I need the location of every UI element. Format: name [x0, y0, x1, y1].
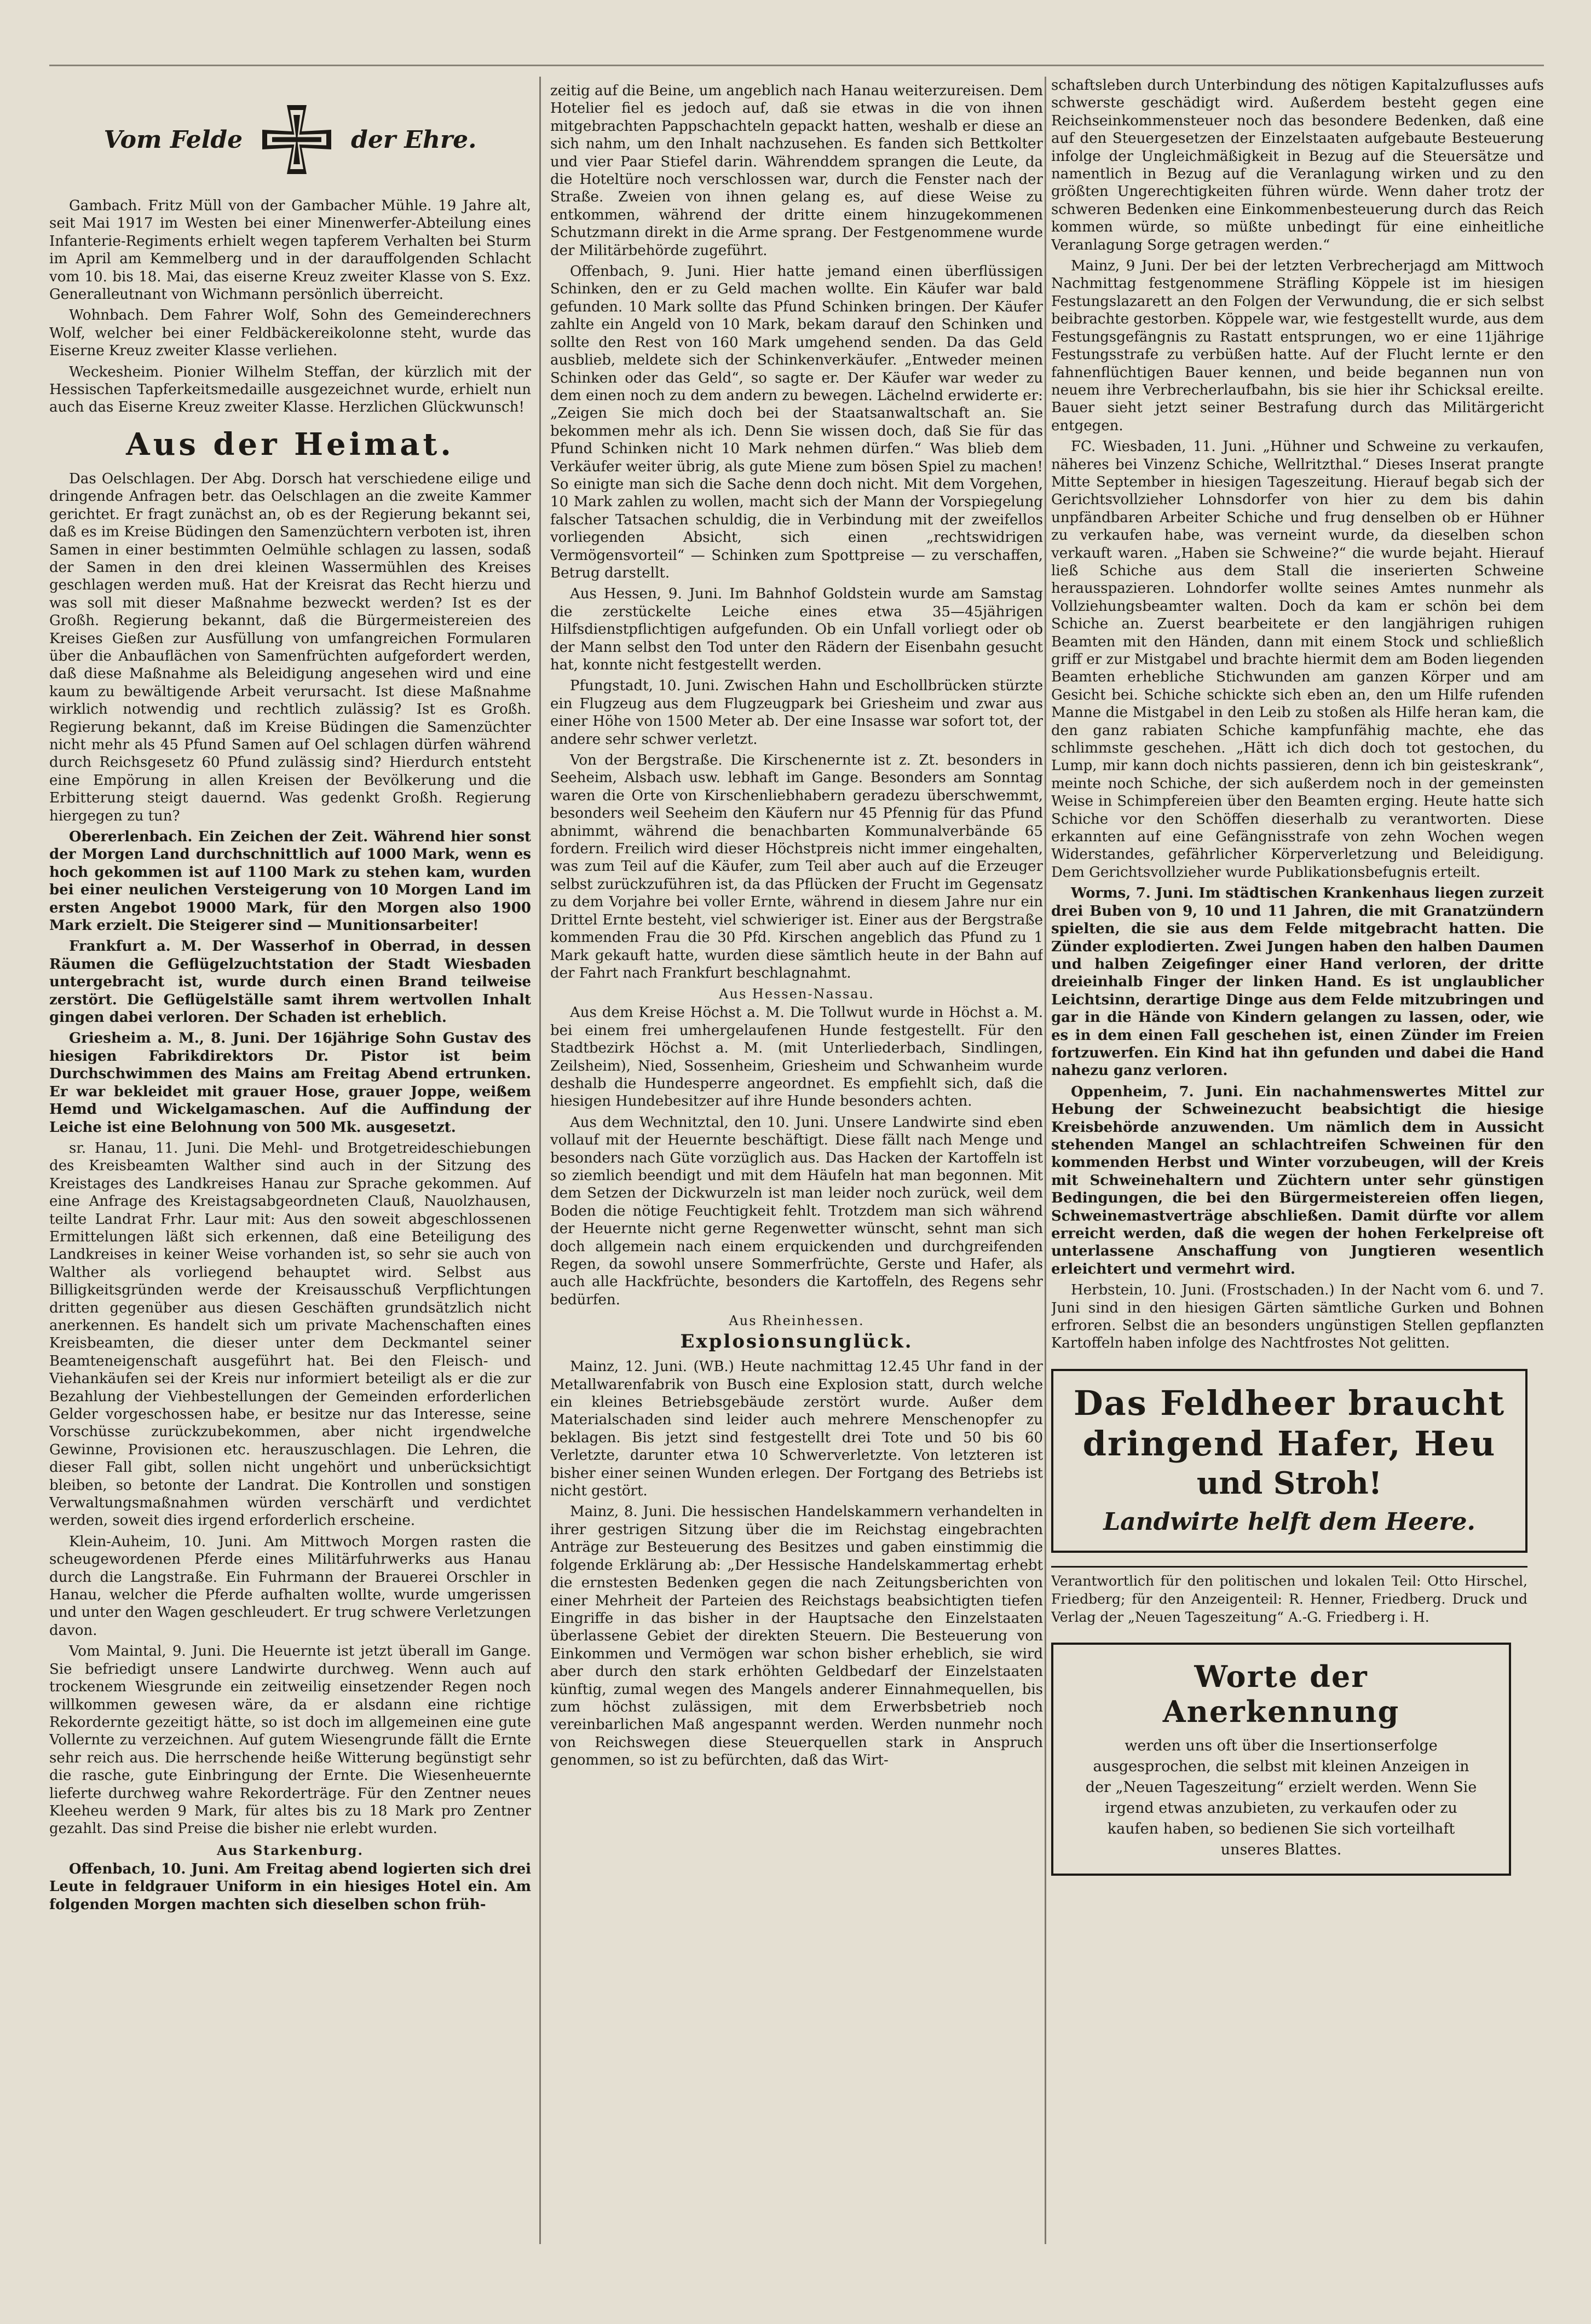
- article-gambach: Gambach. Fritz Müll von der Gambacher Mühle. 19 Jahre alt, seit Mai 1917 im Westen bei einer Minenwerfer-Abteilung eines Infanterie-Regiments erhielt wegen tapferem Verhalten bei Sturm im April am Kemmelberg und in der darauffolgenden Schlacht vom 10. bis 18. Mai, das eiserne Kreuz zweiter Klasse von S. Exz. Generalleutnant von Wichmann persönlich überreicht.: [49, 198, 531, 303]
- ad-anerkennung-text: werden uns oft über die Insertionserfolge ausgesprochen, die selbst mit kleinen Anzeigen in der „Neuen Tageszeitung“ erzielt werden. Wenn Sie irgend etwas anzubieten, zu verkaufen oder zu kaufen haben, so bedienen Sie sich vorteilhaft unseres Blattes.: [1085, 1737, 1477, 1858]
- article-weckesheim: Weckesheim. Pionier Wilhelm Steffan, der kürzlich mit der Hessischen Tapferkeitsmedaille ausgezeichnet wurde, erhielt nun auch das Eiserne Kreuz zweiter Klasse. Herzlichen Glückwunsch!: [49, 363, 531, 416]
- headline-explosion: Explosionsunglück.: [680, 1331, 913, 1353]
- article-pfungstadt: Pfungstadt, 10. Juni. Zwischen Hahn und Eschollbrücken stürzte ein Flugzeug aus dem Flugzeugpark bei Griesheim und zwar aus einer Höhe von 1500 Meter ab. Der eine Insasse war sofort tot, der andere sehr schwer verletzt.: [550, 678, 1043, 748]
- subhead-rheinhessen: Aus Rheinhessen.: [729, 1313, 864, 1329]
- article-klein-auheim: Klein-Auheim, 10. Juni. Am Mittwoch Morgen rasten die scheugewordenen Pferde eines Militärfuhrwerks aus Hanau durch die Langstraße. Ein Fuhrmann der Brauerei Orschler in Hanau, welcher die Pferde aufhalten wollte, wurde umgerissen und unter den Wagen geschleudert. Er trug schwere Verletzungen davon.: [49, 1533, 531, 1639]
- honor-section-header: [49, 99, 531, 181]
- article-mainz-handelskammer: Mainz, 8. Juni. Die hessischen Handelskammern verhandelten in ihrer gestrigen Sitzung über die im Reichstag eingebrachten Anträge zur Besteuerung des Besitzes und gaben einstimmig die folgende Erklärung ab: „Der Hessische Handelskammertag erhebt die ernstesten Bedenken gegen die nach Zeitungsberichten von einer Mehrheit der Parteien des Reichstags beabsichtigten tiefen Eingriffe in das bisher in der Hauptsache den Einzelstaaten überlassene Gebiet der direkten Steuern. Die Besteuerung von Einkommen und Vermögen war schon bisher erheblich, sie wird aber durch den stark erhöhten Geldbedarf der Einzelstaaten künftig, zumal wegen des Mangels anderer Einnahmequellen, bis zum höchst zulässigen, mit dem Erwerbsbetrieb noch vereinbarlichen Maß angespannt werden. Werden nunmehr noch von Reichswegen diese Steuerquellen stark in Anspruch genommen, so ist zu befürchten, daß das Wirt-: [550, 1504, 1043, 1769]
- article-oppenheim: Oppenheim, 7. Juni. Ein nachahmenswertes Mittel zur Hebung der Schweinezucht beabsichtigt die hiesige Kreisbehörde anzuwenden. Um nämlich dem in Aussicht stehenden Mangel an schlachtreifen Schweinen für den kommenden Herbst und Winter vorzubeugen, will der Kreis mit Schweinehaltern und Züchtern unter sehr günstigen Bedingungen, die bei den Bürgermeistereien offen liegen, Schweinemastverträge abschließen. Damit dürfte vor allem erreicht werden, daß die wegen der hohen Ferkelpreise oft unterlassene Anschaffung von Jungtieren wesentlich erleichtert und vermehrt wird.: [1051, 1083, 1544, 1277]
- article-mainz-koeppele: Mainz, 9 Juni. Der bei der letzten Verbrecherjagd am Mittwoch Nachmittag festgenommene Sträfling Köppele ist im hiesigen Festungslazarett an den Folgen der Verwundung, die er sich selbst beibrachte gestorben. Köppele war, wie festgestellt wurde, aus dem Festungsgefängnis zu Rastatt entsprungen, wo er eine 11jährige Festungsstrafe zu verbüßen hatte. Auf der Flucht lernte er den fahnenflüchtigen Bauer kennen, und beide begannen nun von neuem ihre Verbrecherlaufbahn, bis sie hier ihr Schicksal ereilte. Bauer sieht jetzt seiner Bestrafung durch das Militärgericht entgegen.: [1051, 258, 1544, 434]
- article-wiesbaden: FC. Wiesbaden, 11. Juni. „Hühner und Schweine zu verkaufen, näheres bei Vinzenz Schiche, Wellritzthal.“ Dieses Inserat prangte Mitte September in hiesigen Tageszeitung. Hierauf begab sich der Gerichtsvollzieher Lohnsdorfer von hier zu dem bis dahin unpfändbaren Arbeiter Schiche und frug denselben ob er Hühner zu verkaufen habe, was verneint wurde, da dieselben schon verkauft waren. „Haben sie Schweine?“ die wurde bejaht. Hierauf ließ Schiche aus dem Stall die inserierten Schweine herausspazieren. Lohndorfer wollte seines Amtes nunmehr als Vollziehungsbeamter walten. Doch da kam er schön bei dem Schiche an. Zuerst bearbeitete er den langjährigen ruhigen Beamten mit den Händen, dann mit einem Stock und schließlich griff er zur Mistgabel und brachte hiermit dem am Boden liegenden Beamten erhebliche Stichwunden am ganzen Körper und am Gesicht bei. Schiche schickte sich eben an, den um Hilfe rufenden Manne die Mistgabel in den Leib zu stoßen als Hilfe heran kam, die den ganz rabiaten Schiche kampfunfähig machte, ehe das schlimmste geschehen. „Hätt ich dich doch tot gestochen, du Lump, mir kann doch nichts passieren, denn ich bin geisteskrank“, meinte noch Schiche, der sich außerdem noch in der gemeinsten Weise in Schimpfereien über den Beamten erging. Heute hatte sich Schiche vor den Schöffen dieserhalb zu verantworten. Diese erkannten auf eine Gefängnisstrafe von zehn Wochen wegen Widerstandes, gefährlicher Körperverletzung und Beleidigung. Dem Gerichtsvollzieher wurde Publikationsbefugnis erteilt.: [1051, 438, 1544, 881]
- imprint: [1051, 1566, 1527, 1626]
- article-frankfurt: Frankfurt a. M. Der Wasserhof in Oberrad, in dessen Räumen die Geflügelzuchtstation der Stadt Wiesbaden untergebracht ist, wurde durch einen Brand teilweise zerstört. Die Geflügelställe samt ihrem wertvollen Inhalt gingen dabei verloren. Der Schaden ist erheblich.: [49, 938, 531, 1026]
- ad-feldheer-line1: Das Feldheer braucht: [1073, 1383, 1506, 1423]
- ad-anerkennung: [1051, 1643, 1511, 1876]
- subhead-hessen-nassau: Aus Hessen-Nassau.: [719, 986, 874, 1002]
- section-title-heimat: Aus der Heimat.: [126, 426, 454, 463]
- article-wohnbach: Wohnbach. Dem Fahrer Wolf, Sohn des Gemeinderechners Wolf, welcher bei einer Feldbäckereikolonne steht, wurde das Eiserne Kreuz zweiter Klasse verliehen.: [49, 307, 531, 360]
- ad-feldheer-line3: und Stroh!: [1196, 1465, 1382, 1501]
- ad-feldheer-line2: dringend Hafer, Heu: [1082, 1423, 1496, 1464]
- article-bergstrasse: Von der Bergstraße. Die Kirschenernte ist z. Zt. besonders in Seeheim, Alsbach usw. lebhaft im Gange. Besonders am Sonntag waren die Orte von Kirschenliebhabern geradezu überschwemmt, besonders weil Seeheim den Käufern nur 45 Pfennig für das Pfund abnimmt, während die benachbarten Kommunalverbände 65 fordern. Freilich wird dieser Höchstpreis nicht immer eingehalten, was zum Teil auf die Käufer, zum Teil aber auch auf die Erzeuger selbst zurückzuführen ist, da das Pflücken der Frucht im Gegensatz zu dem Vorjahre bei voller Ernte, während in diesem Jahre nur ein Drittel Ernte besteht, viel schwieriger ist. Einer aus der Bergstraße kommenden Frau die 30 Pfd. Kirschen angeblich das Pfund zu 1 Mark gekauft hatte, wurden diese sämtlich heute in der Bahn auf der Fahrt nach Frankfurt beschlagnahmt.: [550, 752, 1043, 981]
- article-maintal: Vom Maintal, 9. Juni. Die Heuernte ist jetzt überall im Gange. Sie befriedigt unsere Landwirte durchweg. Wenn auch auf trockenem Wiesgrunde ein zeitweilig einsetzender Regen noch willkommen gewesen wäre, da er alsdann eine richtige Rekordernte gezeitigt hätte, so ist doch im allgemeinen eine gute Vollernte zu verzeichnen. Auf gutem Wiesengrunde fällt die Ernte sehr reich aus. Die herrschende heiße Witterung begünstigt sehr die rasche, gute Einbringung der Ernte. Die Wiesenheuernte lieferte durchweg wahre Rekorderträge. Für den Zentner neues Kleeheu werden 9 Mark, für altes bis zu 18 Mark pro Zentner gezahlt. Das sind Preise die bisher nie erlebt wurden.: [49, 1643, 531, 1837]
- article-obererlenbach: Obererlenbach. Ein Zeichen der Zeit. Während hier sonst der Morgen Land durchschnittlich auf 1000 Mark, wenn es hoch gekommen ist auf 1100 Mark zu stehen kam, wurden bei einer neulichen Versteigerung von 10 Morgen Land im ersten Angebot 19000 Mark, für den Morgen also 1900 Mark erzielt. Die Steigerer sind — Munitionsarbeiter!: [49, 829, 531, 934]
- article-worms: Worms, 7. Juni. Im städtischen Krankenhaus liegen zurzeit drei Buben von 9, 10 und 11 Jahren, die mit Granatzündern spielten, die sie aus dem Felde mitgebracht hatten. Die Zünder explodierten. Zwei Jungen haben den halben Daumen und halben Zeigefinger einer Hand verloren, der dritte dreieinhalb Finger der linken Hand. Es ist unglaublicher Leichtsinn, derartige Dinge aus dem Felde mitzubringen und gar in die Hände von Kindern gelangen zu lassen, oder, wie es in dem einen Fall geschehen ist, einen Zünder im Freien fortzuwerfen. Ein Kind hat ihn gefunden und dabei die Hand nahezu ganz verloren.: [1051, 885, 1544, 1079]
- honor-header-left: Vom Felde: [103, 125, 243, 154]
- subhead-starkenburg: Aus Starkenburg.: [217, 1842, 364, 1858]
- column-rule: [539, 77, 541, 2244]
- article-handelskammer-cont: schaftsleben durch Unterbindung des nötigen Kapitalzuflusses aufs schwerste geschädigt wird. Außerdem besteht gegen eine Reichseinkommensteuer noch das besondere Bedenken, daß eine auf den Steuergesetzen der Einzelstaaten aufgebaute Besteuerung infolge der Ungleichmäßigkeit in Bezug auf die Steuersätze und namentlich in Bezug auf die Veranlagung wirken und zu den größten Ungerechtigkeiten führen würde. Wenn daher trotz der schweren Bedenken eine Einkommenbesteuerung durch das Reich kommen würde, so müßte unbedingt für eine einheitliche Veranlagung Sorge getragen werden.“: [1051, 77, 1544, 253]
- column-1: [49, 77, 531, 2261]
- article-hanau: sr. Hanau, 11. Juni. Die Mehl- und Brotgetreideschiebungen des Kreisbeamten Walther sind auch in der Sitzung des Kreistages des Landkreises Hanau zur Sprache gekommen. Auf eine Anfrage des Kreistagsabgeordneten Clauß, Nauolzhausen, teilte Landrat Frhr. Laur mit: Aus den soweit abgeschlossenen Ermittelungen läßt sich erkennen, daß eine Beteiligung des Landkreises in keiner Weise vorhanden ist, so sehr sie auch von Walther als vorliegend behauptet wird. Selbst aus Billigkeitsgründen werde der Kreisausschuß Verpflichtungen dritten gegenüber aus diesen Geschäften grundsätzlich nicht anerkennen. Es handelt sich um private Machenschaften eines Kreisbeamten, die dieser unter dem Deckmantel seiner Beamteneigenschaft ausgeführt hat. Bei den Fleisch- und Viehankäufen sei der Kreis nur informiert beteiligt als er die zur Bezahlung der Viehbestellungen der Gemeinden erforderlichen Gelder vorgeschossen habe, er besitze nur das Interesse, seine Vorschüsse zurückzubekommen, aber nicht irgendwelche Gewinne, Provisionen etc. herauszuschlagen. Die Lehren, die dieser Fall gibt, sollen nicht ungehört und unberücksichtigt bleiben, so betonte der Landrat. Die Kontrollen und sonstigen Verwaltungsmaßnahmen würden verschärft und verdichtet werden, soweit dies irgend erforderlich erscheine.: [49, 1140, 531, 1529]
- honor-header-right: der Ehre.: [351, 125, 477, 154]
- article-griesheim: Griesheim a. M., 8. Juni. Der 16jährige Sohn Gustav des hiesigen Fabrikdirektors Dr. Pistor ist beim Durchschwimmen des Mains am Freitag Abend ertrunken. Er war bekleidet mit grauer Hose, grauer Joppe, weißem Hemd und Wickelgamaschen. Auf die Auffindung der Leiche ist eine Belohnung von 500 Mk. ausgesetzt.: [49, 1030, 531, 1136]
- article-oelschlagen: Das Oelschlagen. Der Abg. Dorsch hat verschiedene eilige und dringende Anfragen betr. das Oelschlagen an die zweite Kammer gerichtet. Er fragt zunächst an, ob es der Regierung bekannt sei, daß es im Kreise Büdingen den Samenzüchtern verboten ist, ihren Samen in einer bestimmten Oelmühle schlagen zu lassen, sodaß der Samen in den drei kleinen Wassermühlen des Kreises geschlagen werden muß. Hat der Kreisrat das Recht hierzu und was soll mit dieser Maßnahme bezweckt werden? Ist es der Großh. Regierung bekannt, daß die Bürgermeistereien des Kreises Gießen zur Ausfüllung von umfangreichen Formularen über die Anbauflächen von Samenfrüchten aufgefordert werden, daß diese Maßnahme als Beleidigung angesehen wird und eine kaum zu bewältigende Arbeit verursacht. Ist diese Maßnahme wirklich notwendig und rechtlich zulässig? Ist es Großh. Regierung bekannt, daß im Kreise Büdingen die Samenzüchter nicht mehr als 45 Pfund Samen auf Oel schlagen dürfen während durch Reichsgesetz 60 Pfund zulässig sind? Hierdurch entsteht eine Empörung in allen Kreisen der Bevölkerung und die Erbitterung steigt dauernd. Was gedenkt Großh. Regierung hiergegen zu tun?: [49, 470, 531, 824]
- article-wechnitztal: Aus dem Wechnitztal, den 10. Juni. Unsere Landwirte sind eben vollauf mit der Heuernte beschäftigt. Diese fällt nach Menge und besonders nach Güte vorzüglich aus. Das Hacken der Kartoffeln ist so ziemlich beendigt und mit dem Häufeln hat man begonnen. Mit dem Setzen der Dickwurzeln ist man leider noch zurück, weil dem Boden die nötige Feuchtigkeit fehlt. Trotzdem man sich während der Heuernte nicht gerne Regenwetter wünscht, sehnt man sich doch allgemein nach einem erquickenden und durchgreifenden Regen, da sowohl unsere Sommerfrüchte, Gerste und Hafer, als auch alle Hackfrüchte, besonders die Kartoffeln, des Regens sehr bedürfen.: [550, 1114, 1043, 1308]
- ad-feldheer-line4: Landwirte helft dem Heere.: [1103, 1507, 1475, 1536]
- article-offenbach-1-cont: zeitig auf die Beine, um angeblich nach Hanau weiterzureisen. Dem Hotelier fiel es jedoch auf, daß sie etwas in die von ihnen mitgebrachten Pappschachteln gepackt hatten, weshalb er diese an sich nahm, um den Inhalt nachzusehen. Es fanden sich Bettkolter und vier Paar Stiefel darin. Währenddem sprangen die Leute, da die Hoteltüre noch verschlossen war, durch die Fenster nach der Straße. Zweien von ihnen gelang es, auf diese Weise zu entkommen, während der dritte einem hinzugekommenen Schutzmann direkt in die Arme sprang. Der Festgenommene wurde der Militärbehörde zugeführt.: [550, 83, 1043, 259]
- imprint-text: Verantwortlich für den politischen und lokalen Teil: Otto Hirschel, Friedberg; für den Anzeigenteil: R. Henner, Friedberg. Druck und Verlag der „Neuen Tageszeitung“ A.-G. Friedberg i. H.: [1051, 1573, 1527, 1625]
- article-offenbach-2: Offenbach, 9. Juni. Hier hatte jemand einen überflüssigen Schinken, den er zu Geld machen wollte. Ein Käufer war bald gefunden. 10 Mark sollte das Pfund Schinken bringen. Der Käufer zahlte ein Angeld von 10 Mark, bekam darauf den Schinken und sollte den Rest von 160 Mark umgehend senden. Da das Geld ausblieb, meldete sich der Schinkenverkäufer. „Entweder meinen Schinken oder das Geld“, so sagte er. Der Käufer war weder zu dem einen noch zu dem andern zu bewegen. Lächelnd erwiderte er: „Zeigen Sie mich doch bei der Staatsanwaltschaft an. Sie bekommen mehr als ich. Denn Sie wissen doch, daß Sie für das Pfund Schinken nicht 10 Mark nehmen dürfen.“ Was blieb dem Verkäufer weiter übrig, als gute Miene zum bösen Spiel zu machen! So einigte man sich die Sache denn doch nicht. Mit dem Vorgehen, 10 Mark zahlen zu wollen, macht sich der Mann der Vorspiegelung falscher Tatsachen schuldig, die in Verbindung mit der zweifellos vorliegenden Absicht, sich einen „rechtswidrigen Vermögensvorteil“ — Schinken zum Spottpreise — zu verschaffen, Betrug darstellt.: [550, 263, 1043, 581]
- article-hessen: Aus Hessen, 9. Juni. Im Bahnhof Goldstein wurde am Samstag die zerstückelte Leiche eines etwa 35—45jährigen Hilfsdienstpflichtigen aufgefunden. Ob ein Unfall vorliegt oder ob der Mann selbst den Tod unter den Rädern der Eisenbahn gesucht hat, konnte nicht festgestellt werden.: [550, 586, 1043, 673]
- iron-cross-icon: [256, 99, 338, 181]
- column-rule: [1045, 77, 1046, 2244]
- article-offenbach-1: Offenbach, 10. Juni. Am Freitag abend logierten sich drei Leute in feldgrauer Uniform in ein hiesiges Hotel ein. Am folgenden Morgen machten sich dieselben schon früh-: [49, 1860, 531, 1913]
- article-hoechst: Aus dem Kreise Höchst a. M. Die Tollwut wurde in Höchst a. M. bei einem frei umhergelaufenen Hunde festgestellt. Für den Stadtbezirk Höchst a. M. (mit Unterliederbach, Sindlingen, Zeilsheim), Nied, Sossenheim, Griesheim und Schwanheim wurde deshalb die Hundesperre angeordnet. Es empfiehlt sich, daß die hiesigen Hundebesitzer auf ihre Hunde besonders achten.: [550, 1004, 1043, 1110]
- ad-anerkennung-title: Worte der Anerkennung: [1162, 1658, 1400, 1729]
- top-rule: [49, 65, 1544, 66]
- column-2: [550, 82, 1043, 2282]
- column-3: [1051, 77, 1544, 2255]
- article-mainz-explosion: Mainz, 12. Juni. (WB.) Heute nachmittag 12.45 Uhr fand in der Metallwarenfabrik von Busch eine Explosion statt, durch welche ein kleines Betriebsgebäude zerstört wurde. Außer dem Materialschaden sind leider auch mehrere Menschenopfer zu beklagen. Bis jetzt sind festgestellt drei Tote und 50 bis 60 Verletzte, darunter etwa 10 Schwerverletzte. Von letzteren ist bisher einer seinen Wunden erlegen. Der Fortgang des Betriebs ist nicht gestört.: [550, 1358, 1043, 1500]
- ad-feldheer: [1051, 1369, 1527, 1553]
- article-herbstein: Herbstein, 10. Juni. (Frostschaden.) In der Nacht vom 6. und 7. Juni sind in den hiesigen Gärten sämtliche Gurken und Bohnen erfroren. Selbst die an besonders ungünstigen Stellen gepflanzten Kartoffeln haben infolge des Nachtfrostes Not gelitten.: [1051, 1282, 1544, 1352]
